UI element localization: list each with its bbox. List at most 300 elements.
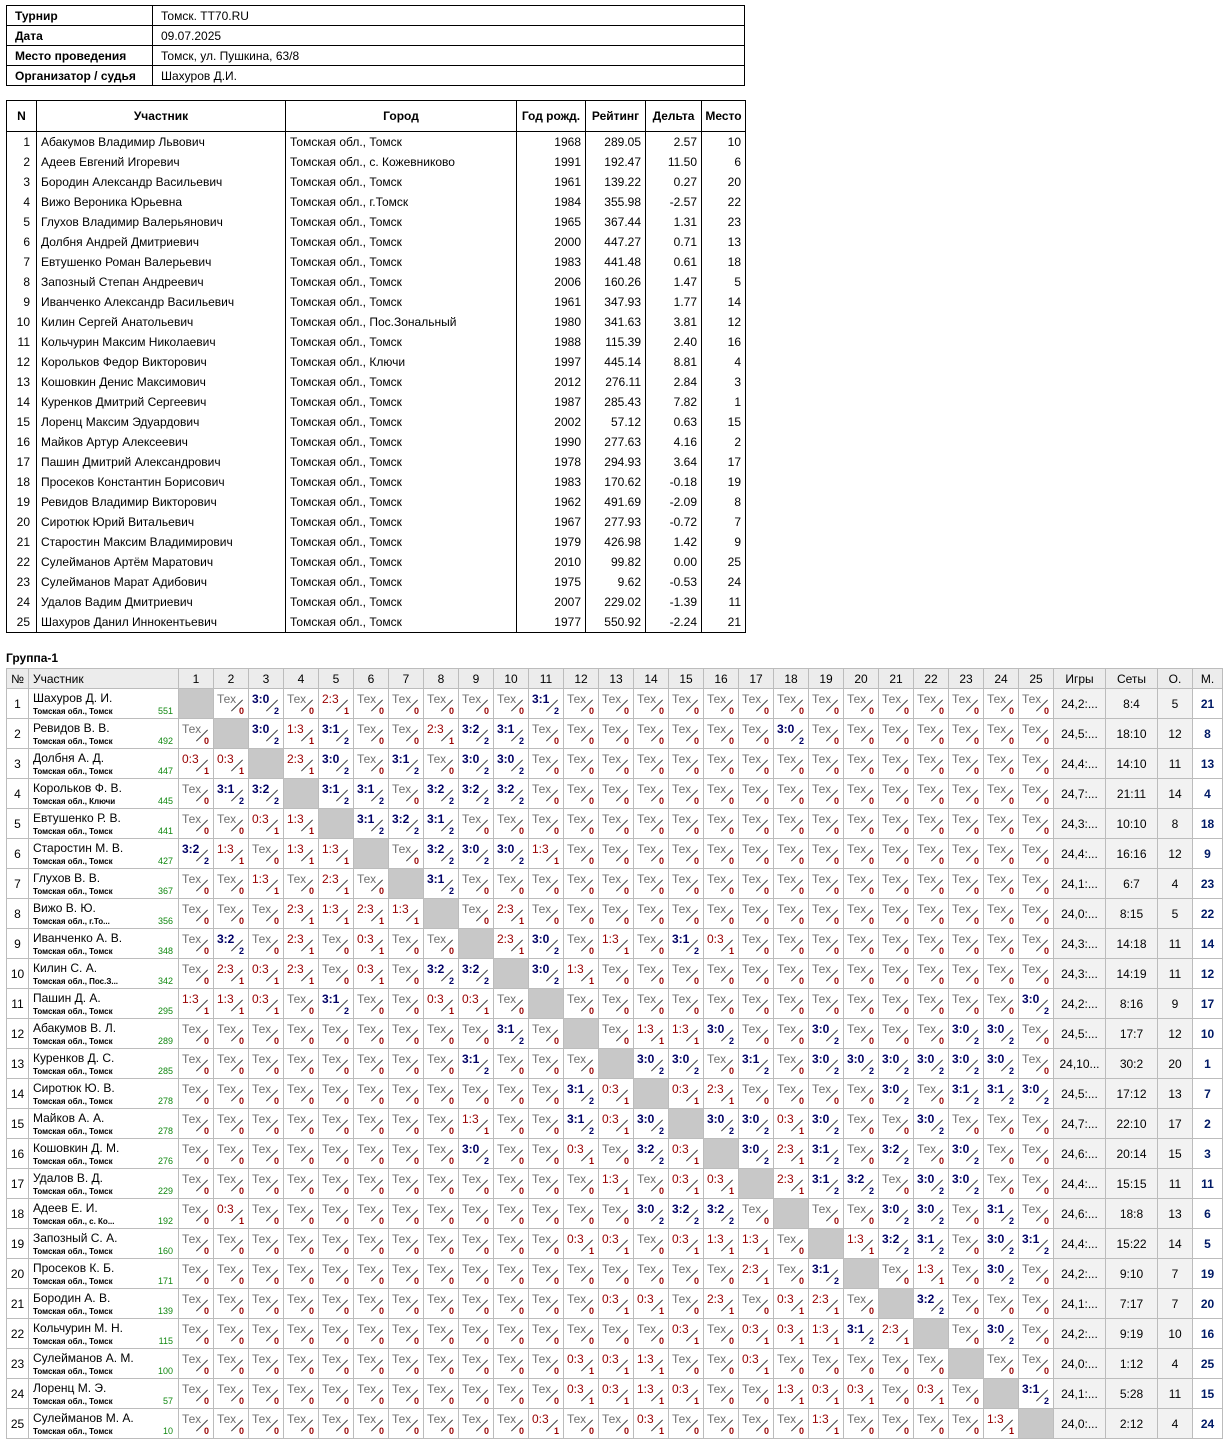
match-score: Тех (1022, 902, 1042, 916)
match-score: Тех (392, 1352, 412, 1366)
match-points: 0 (273, 1186, 279, 1196)
match-score: 1:3 (987, 1412, 1004, 1426)
match-cell (354, 929, 389, 959)
grid-row-number: 12 (7, 1019, 29, 1049)
grid-player-cell (29, 809, 179, 839)
grid-player-cell (29, 779, 179, 809)
table-row (7, 212, 746, 232)
player-number: 2 (7, 152, 37, 172)
match-points: 2 (518, 766, 524, 776)
grid-games: 24,5:... (1054, 1079, 1106, 1109)
match-cell (284, 1409, 319, 1439)
match-points: 0 (483, 1276, 489, 1286)
match-score: 0:3 (182, 752, 199, 766)
match-points: 2 (1008, 1066, 1014, 1076)
match-score: 3:0 (987, 1052, 1005, 1066)
table-row (7, 532, 746, 552)
player-city: Томская обл., Томск (286, 372, 517, 392)
match-score: Тех (987, 812, 1007, 826)
match-points: 2 (763, 1156, 769, 1166)
match-score: Тех (252, 1112, 272, 1126)
match-score: Тех (847, 1202, 867, 1216)
match-cell (739, 959, 774, 989)
match-cell (879, 1169, 914, 1199)
match-score: 1:3 (462, 1112, 479, 1126)
match-points: 0 (203, 1156, 209, 1166)
match-points: 0 (833, 976, 839, 986)
match-cell (284, 1139, 319, 1169)
match-cell (389, 839, 424, 869)
match-cell (844, 1199, 879, 1229)
grid-header-sets: Сеты (1106, 669, 1158, 689)
match-cell (669, 1169, 704, 1199)
match-points: 1 (938, 1276, 944, 1286)
grid-row-number: 25 (7, 1409, 29, 1439)
grid-row (7, 1139, 1223, 1169)
grid-points: 14 (1158, 779, 1193, 809)
match-points: 0 (1043, 706, 1049, 716)
player-birth-year: 2002 (517, 412, 586, 432)
match-score: 3:1 (567, 1082, 585, 1096)
match-cell (389, 989, 424, 1019)
match-cell (214, 899, 249, 929)
match-score: Тех (602, 1202, 622, 1216)
match-score: Тех (287, 1232, 307, 1246)
match-points: 0 (1043, 736, 1049, 746)
match-cell (389, 719, 424, 749)
match-points: 0 (868, 1036, 874, 1046)
grid-header-place: М. (1193, 669, 1223, 689)
match-points: 0 (518, 886, 524, 896)
match-cell (984, 749, 1019, 779)
match-cell (564, 1049, 599, 1079)
match-cell (354, 689, 389, 719)
match-cell (634, 839, 669, 869)
player-place: 19 (702, 472, 746, 492)
match-points: 0 (938, 886, 944, 896)
match-cell (319, 1349, 354, 1379)
match-score: Тех (462, 1352, 482, 1366)
grid-points: 17 (1158, 1109, 1193, 1139)
match-score: Тех (637, 1172, 657, 1186)
grid-sets: 8:4 (1106, 689, 1158, 719)
match-score: Тех (777, 932, 797, 946)
player-city: Томская обл., Томск (286, 252, 517, 272)
grid-row (7, 1259, 1223, 1289)
grid-player-name: Абакумов В. Л. (33, 1021, 117, 1035)
match-points: 2 (448, 796, 454, 806)
match-points: 2 (413, 766, 419, 776)
match-cell (249, 1229, 284, 1259)
match-cell (809, 1199, 844, 1229)
player-city: Томская обл., Томск (286, 432, 517, 452)
match-cell (809, 1319, 844, 1349)
match-cell (844, 1409, 879, 1439)
match-points: 0 (588, 916, 594, 926)
match-points: 0 (658, 1006, 664, 1016)
match-score: Тех (182, 722, 202, 736)
match-cell (599, 1109, 634, 1139)
match-cell (704, 899, 739, 929)
match-points: 0 (938, 736, 944, 746)
match-points: 0 (728, 706, 734, 716)
match-score: 1:3 (812, 1412, 829, 1426)
match-cell (984, 1289, 1019, 1319)
match-points: 0 (903, 1126, 909, 1136)
match-points: 0 (413, 976, 419, 986)
match-score: Тех (1022, 1022, 1042, 1036)
match-points: 0 (1043, 886, 1049, 896)
match-score: Тех (952, 722, 972, 736)
info-row (7, 6, 745, 26)
grid-header-opponent: 4 (284, 669, 319, 689)
match-points: 0 (413, 796, 419, 806)
match-score: Тех (252, 1412, 272, 1426)
match-score: Тех (1022, 692, 1042, 706)
match-points: 0 (413, 1126, 419, 1136)
match-score: Тех (987, 842, 1007, 856)
match-score: Тех (707, 752, 727, 766)
match-points: 0 (553, 1396, 559, 1406)
match-score: Тех (602, 872, 622, 886)
match-score: Тех (707, 1052, 727, 1066)
match-cell (424, 929, 459, 959)
player-number: 16 (7, 432, 37, 452)
match-cell (1019, 719, 1054, 749)
match-score: 0:3 (602, 1232, 619, 1246)
match-points: 0 (448, 1066, 454, 1076)
self-match-cell (424, 899, 459, 929)
match-points: 0 (588, 1276, 594, 1286)
match-score: Тех (252, 902, 272, 916)
match-points: 0 (1043, 916, 1049, 926)
table-row (7, 292, 746, 312)
match-score: Тех (1022, 752, 1042, 766)
match-cell (1019, 1109, 1054, 1139)
match-points: 0 (798, 1246, 804, 1256)
match-points: 0 (273, 856, 279, 866)
match-points: 0 (973, 706, 979, 716)
match-score: Тех (392, 1232, 412, 1246)
grid-games: 24,2:... (1054, 989, 1106, 1019)
match-cell (354, 719, 389, 749)
grid-place: 19 (1193, 1259, 1223, 1289)
match-cell (459, 1139, 494, 1169)
match-score: 3:1 (917, 1232, 935, 1246)
grid-player-cell (29, 1139, 179, 1169)
match-cell (494, 1109, 529, 1139)
match-cell (914, 1109, 949, 1139)
match-cell (669, 1319, 704, 1349)
match-cell (179, 869, 214, 899)
grid-row (7, 1109, 1223, 1139)
match-score: Тех (1022, 1172, 1042, 1186)
match-cell (774, 719, 809, 749)
match-score: Тех (882, 1112, 902, 1126)
match-points: 0 (518, 1276, 524, 1286)
match-points: 2 (483, 1156, 489, 1166)
player-delta: 0.00 (646, 552, 702, 572)
match-cell (879, 869, 914, 899)
match-cell (459, 809, 494, 839)
player-number: 8 (7, 272, 37, 292)
match-points: 0 (553, 1156, 559, 1166)
match-cell (774, 1349, 809, 1379)
players-col-header: Место (702, 101, 746, 132)
grid-points: 11 (1158, 929, 1193, 959)
match-score: Тех (532, 1052, 552, 1066)
match-cell (984, 689, 1019, 719)
match-points: 0 (483, 1036, 489, 1046)
match-score: Тех (322, 1082, 342, 1096)
match-points: 0 (378, 736, 384, 746)
match-points: 0 (728, 1396, 734, 1406)
match-cell (179, 1289, 214, 1319)
match-score: Тех (462, 1202, 482, 1216)
match-score: 1:3 (287, 812, 304, 826)
self-match-cell (879, 1289, 914, 1319)
match-points: 0 (518, 826, 524, 836)
match-cell (284, 1379, 319, 1409)
match-cell (704, 1379, 739, 1409)
match-points: 0 (938, 1426, 944, 1436)
match-score: Тех (392, 1412, 412, 1426)
match-cell (599, 1229, 634, 1259)
match-cell (249, 1349, 284, 1379)
grid-player-city: Томская обл., Томск (33, 1157, 113, 1166)
match-cell (214, 839, 249, 869)
player-rating: 347.93 (586, 292, 646, 312)
grid-place: 14 (1193, 929, 1223, 959)
match-cell (249, 1169, 284, 1199)
match-points: 0 (448, 1246, 454, 1256)
match-cell (844, 1079, 879, 1109)
match-points: 0 (203, 886, 209, 896)
match-points: 0 (868, 1306, 874, 1316)
match-score: 3:2 (427, 782, 445, 796)
match-score: Тех (497, 1232, 517, 1246)
match-points: 0 (938, 1156, 944, 1166)
match-cell (529, 1079, 564, 1109)
match-points: 0 (833, 886, 839, 896)
match-cell (389, 1109, 424, 1139)
match-points: 0 (693, 916, 699, 926)
match-score: Тех (497, 1262, 517, 1276)
match-score: Тех (497, 872, 517, 886)
match-points: 0 (308, 1276, 314, 1286)
match-points: 2 (903, 1096, 909, 1106)
match-points: 0 (483, 706, 489, 716)
match-cell (634, 779, 669, 809)
grid-place: 9 (1193, 839, 1223, 869)
match-score: Тех (567, 1052, 587, 1066)
grid-row (7, 719, 1223, 749)
match-points: 0 (378, 1066, 384, 1076)
match-score: 3:1 (567, 1112, 585, 1126)
match-score: Тех (217, 692, 237, 706)
match-score: 3:2 (182, 842, 200, 856)
match-cell (599, 1259, 634, 1289)
match-points: 0 (308, 1096, 314, 1106)
match-score: Тех (707, 1352, 727, 1366)
match-score: Тех (602, 812, 622, 826)
self-match-cell (179, 689, 214, 719)
self-match-cell (669, 1109, 704, 1139)
match-points: 0 (308, 1306, 314, 1316)
match-points: 1 (308, 766, 314, 776)
grid-place: 16 (1193, 1319, 1223, 1349)
match-points: 1 (623, 946, 629, 956)
match-score: 3:2 (497, 782, 515, 796)
match-points: 0 (273, 1396, 279, 1406)
grid-player-city: Томская обл., Томск (33, 1187, 113, 1196)
match-cell (984, 989, 1019, 1019)
match-score: Тех (252, 1022, 272, 1036)
match-score: 0:3 (217, 752, 234, 766)
match-points: 0 (413, 856, 419, 866)
match-score: Тех (847, 782, 867, 796)
match-score: Тех (847, 1352, 867, 1366)
grid-row (7, 929, 1223, 959)
match-cell (564, 719, 599, 749)
match-cell (634, 1019, 669, 1049)
match-score: Тех (1022, 1202, 1042, 1216)
match-score: Тех (497, 1082, 517, 1096)
match-score: Тех (252, 1202, 272, 1216)
grid-player-city: Томская обл., Томск (33, 857, 113, 866)
match-score: 3:2 (637, 1142, 655, 1156)
match-points: 2 (833, 1186, 839, 1196)
match-points: 0 (623, 706, 629, 716)
match-score: 1:3 (287, 722, 304, 736)
match-score: 0:3 (707, 932, 724, 946)
match-cell (179, 1079, 214, 1109)
match-score: 1:3 (637, 1382, 654, 1396)
grid-points: 14 (1158, 1229, 1193, 1259)
match-score: Тех (882, 1262, 902, 1276)
match-points: 2 (798, 736, 804, 746)
match-cell (949, 959, 984, 989)
match-cell (949, 929, 984, 959)
match-cell (634, 1169, 669, 1199)
match-cell (914, 1139, 949, 1169)
grid-place: 1 (1193, 1049, 1223, 1079)
match-cell (704, 1169, 739, 1199)
match-cell (809, 929, 844, 959)
match-score: Тех (462, 812, 482, 826)
match-cell (739, 1019, 774, 1049)
match-points: 0 (378, 1126, 384, 1136)
match-points: 0 (308, 1036, 314, 1046)
match-score: Тех (952, 992, 972, 1006)
match-points: 2 (483, 766, 489, 776)
match-cell (494, 1139, 529, 1169)
match-cell (809, 1409, 844, 1439)
match-score: Тех (462, 1232, 482, 1246)
match-cell (634, 1409, 669, 1439)
match-points: 0 (273, 1366, 279, 1376)
match-score: 3:0 (952, 1022, 970, 1036)
match-score: 0:3 (252, 962, 269, 976)
match-points: 0 (903, 1006, 909, 1016)
match-score: Тех (847, 1082, 867, 1096)
grid-player-cell (29, 1169, 179, 1199)
match-score: Тех (742, 722, 762, 736)
grid-header-opponent: 6 (354, 669, 389, 689)
player-place: 22 (702, 192, 746, 212)
match-score: Тех (357, 1382, 377, 1396)
info-row (7, 26, 745, 46)
match-score: Тех (812, 932, 832, 946)
match-points: 0 (1043, 946, 1049, 956)
match-score: Тех (952, 1112, 972, 1126)
match-cell (669, 689, 704, 719)
grid-player-city: Томская обл., Томск (33, 707, 113, 716)
table-row (7, 492, 746, 512)
match-points: 1 (693, 1336, 699, 1346)
match-cell (564, 1319, 599, 1349)
match-points: 0 (763, 856, 769, 866)
match-points: 0 (728, 1426, 734, 1436)
match-score: Тех (952, 872, 972, 886)
self-match-cell (739, 1169, 774, 1199)
match-score: Тех (1022, 932, 1042, 946)
match-cell (529, 1259, 564, 1289)
match-cell (669, 989, 704, 1019)
match-points: 1 (658, 1036, 664, 1046)
match-points: 1 (308, 916, 314, 926)
match-score: 3:1 (847, 1322, 865, 1336)
player-delta: 8.81 (646, 352, 702, 372)
player-rating: 99.82 (586, 552, 646, 572)
match-points: 0 (1043, 766, 1049, 776)
match-score: Тех (357, 752, 377, 766)
match-points: 2 (833, 1126, 839, 1136)
match-score: Тех (252, 932, 272, 946)
match-points: 0 (938, 1096, 944, 1106)
match-cell (914, 1289, 949, 1319)
self-match-cell (984, 1379, 1019, 1409)
match-points: 0 (1043, 856, 1049, 866)
player-city: Томская обл., Томск (286, 552, 517, 572)
match-points: 0 (343, 1426, 349, 1436)
match-points: 0 (273, 1126, 279, 1136)
match-cell (879, 749, 914, 779)
match-score: Тех (532, 1232, 552, 1246)
match-points: 0 (378, 706, 384, 716)
match-points: 0 (413, 1426, 419, 1436)
table-row (7, 192, 746, 212)
self-match-cell (389, 869, 424, 899)
grid-points: 15 (1158, 1139, 1193, 1169)
match-cell (529, 1199, 564, 1229)
match-score: Тех (812, 812, 832, 826)
match-cell (669, 779, 704, 809)
match-cell (739, 719, 774, 749)
match-points: 1 (238, 976, 244, 986)
grid-row-number: 19 (7, 1229, 29, 1259)
match-cell (319, 749, 354, 779)
match-points: 0 (343, 1096, 349, 1106)
match-cell (914, 929, 949, 959)
match-points: 1 (623, 1306, 629, 1316)
match-score: Тех (287, 1382, 307, 1396)
player-name: Долбня Андрей Дмитриевич (37, 232, 286, 252)
match-cell (809, 1259, 844, 1289)
match-cell (984, 1019, 1019, 1049)
grid-place: 3 (1193, 1139, 1223, 1169)
match-score: Тех (252, 842, 272, 856)
